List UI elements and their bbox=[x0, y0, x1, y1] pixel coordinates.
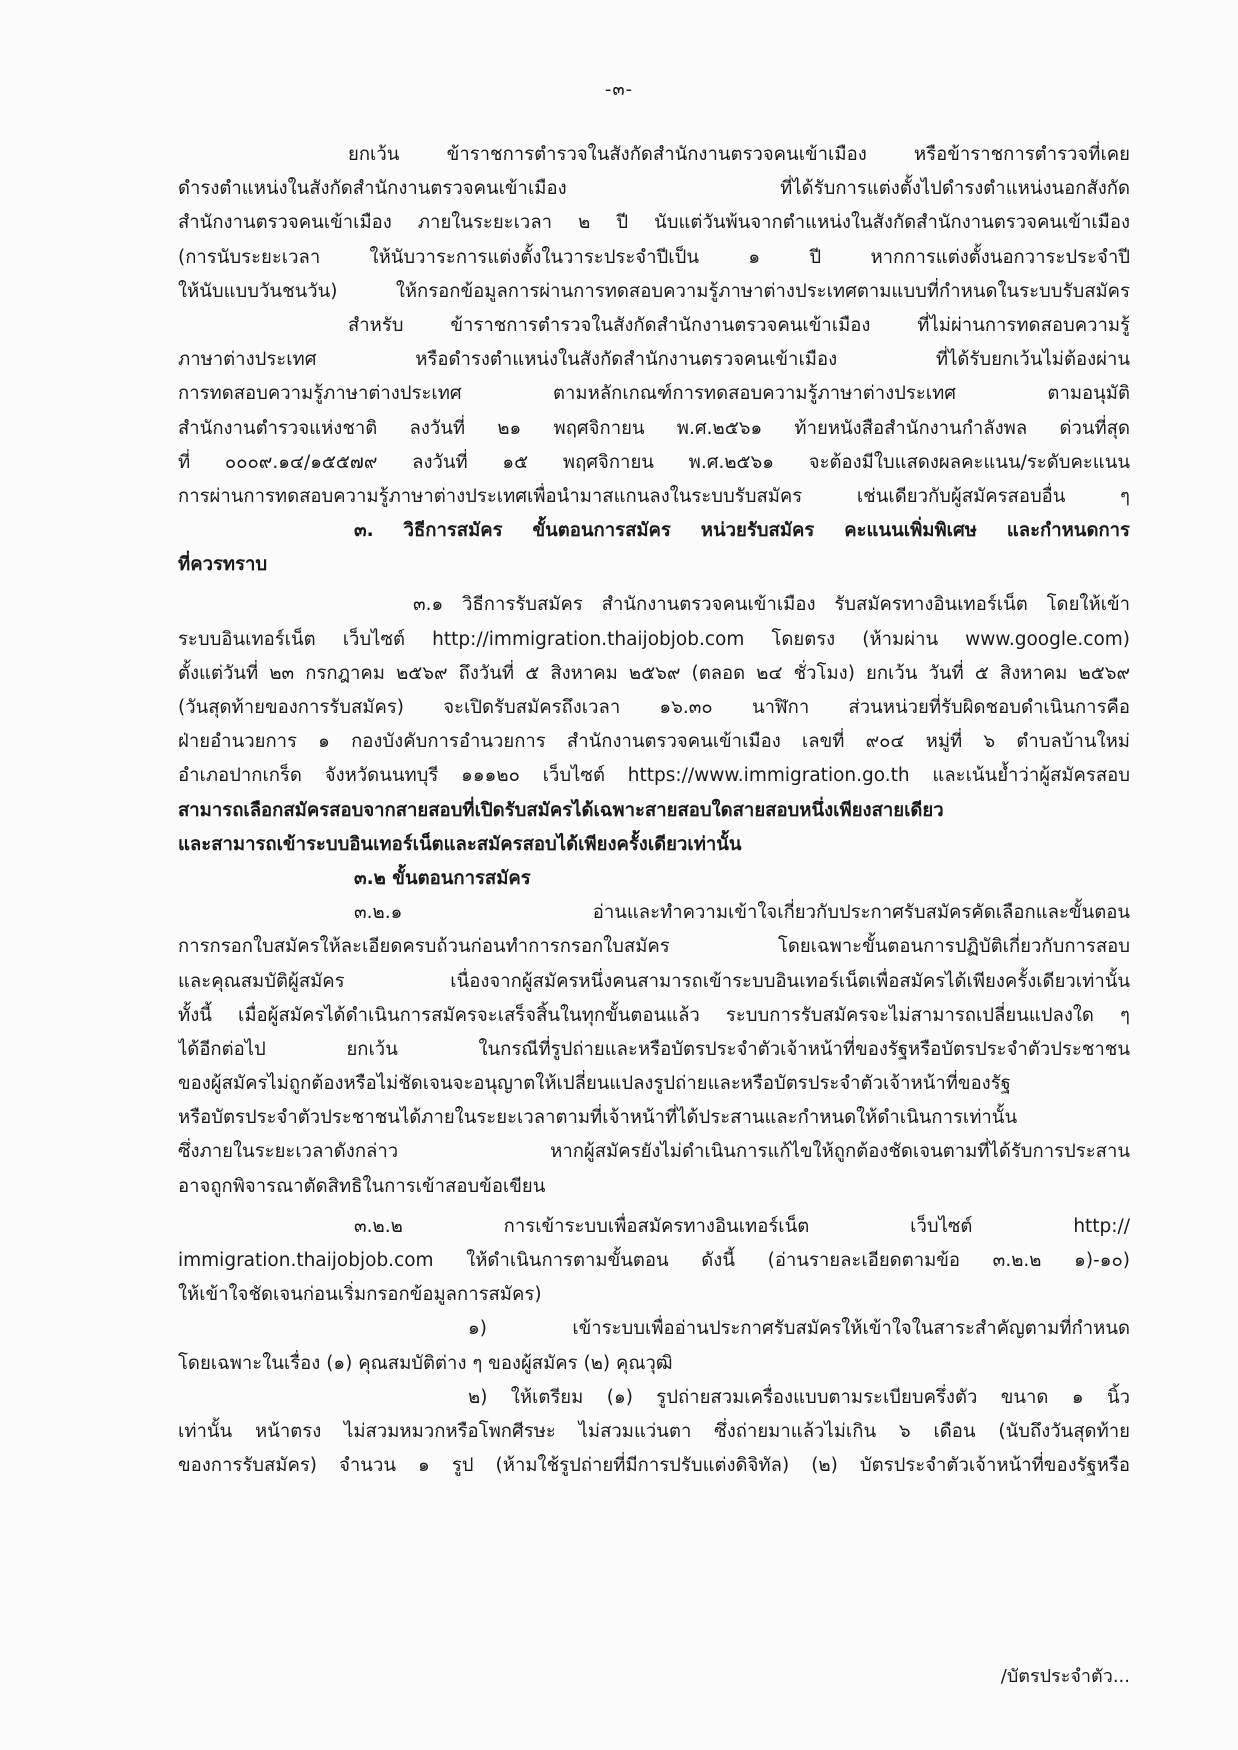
text-line: ๑) เข้าระบบเพื่ออ่านประกาศรับสมัครให้เข้าใจในสาระสำคัญตามที่กำหนด bbox=[468, 1318, 1130, 1340]
text-line: ภาษาต่างประเทศ หรือดำรงตำแหน่งในสังกัดสำนักงานตรวจคนเข้าเมือง ที่ได้รับยกเว้นไม่ต้องผ่าน bbox=[178, 349, 1130, 371]
text-line: ยกเว้น ข้าราชการตำรวจในสังกัดสำนักงานตรวจคนเข้าเมือง หรือข้าราชการตำรวจที่เคย bbox=[348, 144, 1130, 165]
text-line: ของผู้สมัครไม่ถูกต้องหรือไม่ชัดเจนจะอนุญาตให้เปลี่ยนแปลงรูปถ่ายและหรือบัตรประจำตัวเจ้าหน้าที่ของรัฐ bbox=[178, 1073, 1011, 1095]
paragraph-for-officers bbox=[178, 309, 1130, 514]
section-3-2-heading: ๓.๒ ขั้นตอนการสมัคร bbox=[354, 867, 531, 889]
text-line: ๓.๑ วิธีการรับสมัคร สำนักงานตรวจคนเข้าเมือง รับสมัครทางอินเทอร์เน็ต โดยให้เข้า bbox=[413, 594, 1130, 616]
text-line: และคุณสมบัติผู้สมัคร เนื่องจากผู้สมัครหนึ่งคนสามารถเข้าระบบอินเทอร์เน็ตเพื่อสมัครได้เพียงครั้งเดียวเท่านั้น bbox=[178, 970, 1130, 992]
text-line: การผ่านการทดสอบความรู้ภาษาต่างประเทศเพื่อนำมาสแกนลงในระบบรับสมัคร เช่นเดียวกับผู้สมัครสอบอื่น ๆ bbox=[178, 485, 1130, 507]
text-line: ฝ่ายอำนวยการ ๑ กองบังคับการอำนวยการ สำนักงานตรวจคนเข้าเมือง เลขที่ ๙๐๔ หมู่ที่ ๖ ตำบลบ้านใหม่ bbox=[178, 731, 1130, 753]
heading-line: ๓. วิธีการสมัคร ขั้นตอนการสมัคร หน่วยรับสมัคร คะแนนเพิ่มพิเศษ และกำหนดการ bbox=[354, 520, 1130, 542]
text-line: เท่านั้น หน้าตรง ไม่สวมหมวกหรือโพกศีรษะ ไม่สวมแว่นตา ซึ่งถ่ายมาแล้วไม่เกิน ๖ เดือน (นับถึงวันสุดท้าย bbox=[178, 1420, 1130, 1442]
text-line: ให้เข้าใจชัดเจนก่อนเริ่มกรอกข้อมูลการสมัคร) bbox=[178, 1284, 542, 1306]
paragraph-exemption bbox=[178, 138, 1130, 309]
text-line: ซึ่งภายในระยะเวลาดังกล่าว หากผู้สมัครยังไม่ดำเนินการแก้ไขให้ถูกต้องชัดเจนตามที่ได้รับการประสาน bbox=[178, 1141, 1130, 1163]
text-line: โดยเฉพาะในเรื่อง (๑) คุณสมบัติต่าง ๆ ของผู้สมัคร (๒) คุณวุฒิ bbox=[178, 1352, 673, 1374]
document-body bbox=[178, 138, 1130, 1483]
text-line: ให้นับแบบวันชนวัน) ให้กรอกข้อมูลการผ่านการทดสอบความรู้ภาษาต่างประเทศตามแบบที่กำหนดในระบบรับสมัคร bbox=[178, 280, 1130, 302]
heading-line: ที่ควรทราบ bbox=[178, 554, 268, 576]
text-line: อำเภอปากเกร็ด จังหวัดนนทบุรี ๑๑๑๒๐ เว็บไซต์ https://www.immigration.go.th และเน้นย้ำว่าผู้สมัครสอบ bbox=[178, 765, 1130, 787]
text-line: อาจถูกพิจารณาตัดสิทธิในการเข้าสอบข้อเขียน bbox=[178, 1175, 546, 1197]
text-line: และสามารถเข้าระบบอินเทอร์เน็ตและสมัครสอบได้เพียงครั้งเดียวเท่านั้น bbox=[178, 833, 742, 855]
section-3-2-2 bbox=[178, 1210, 1130, 1313]
text-line: ดำรงตำแหน่งในสังกัดสำนักงานตรวจคนเข้าเมือง ที่ได้รับการแต่งตั้งไปดำรงตำแหน่งนอกสังกัด bbox=[178, 178, 1130, 200]
section-3-heading bbox=[178, 514, 1130, 582]
text-line: สำนักงานตำรวจแห่งชาติ ลงวันที่ ๒๑ พฤศจิกายน พ.ศ.๒๕๖๑ ท้ายหนังสือสำนักงานกำลังพล ด่วนที่สุด bbox=[178, 417, 1130, 439]
section-3-2-1 bbox=[178, 896, 1130, 1204]
text-line: การกรอกใบสมัครให้ละเอียดครบถ้วนก่อนทำการกรอกใบสมัคร โดยเฉพาะขั้นตอนการปฏิบัติเกี่ยวกับการสอบ bbox=[178, 936, 1130, 958]
text-line: (การนับระยะเวลา ให้นับวาระการแต่งตั้งในวาระประจำปีเป็น ๑ ปี หากการแต่งตั้งนอกวาระประจำปี bbox=[178, 246, 1130, 268]
text-line: ระบบอินเทอร์เน็ต เว็บไซต์ http://immigration.thaijobjob.com โดยตรง (ห้ามผ่าน www.google.com) bbox=[178, 628, 1130, 650]
text-line: สามารถเลือกสมัครสอบจากสายสอบที่เปิดรับสมัครได้เฉพาะสายสอบใดสายสอบหนึ่งเพียงสายเดียว bbox=[178, 799, 944, 821]
text-line: สำหรับ ข้าราชการตำรวจในสังกัดสำนักงานตรวจคนเข้าเมือง ที่ไม่ผ่านการทดสอบความรู้ bbox=[348, 314, 1130, 336]
text-line: ตั้งแต่วันที่ ๒๓ กรกฎาคม ๒๕๖๙ ถึงวันที่ ๕ สิงหาคม ๒๕๖๙ (ตลอด ๒๔ ชั่วโมง) ยกเว้น วันที่ ๕ สิงหาคม ๒๕๖๙ bbox=[178, 662, 1130, 684]
text-line: ได้อีกต่อไป ยกเว้น ในกรณีที่รูปถ่ายและหรือบัตรประจำตัวเจ้าหน้าที่ของรัฐหรือบัตรประจำตัวประชาชน bbox=[178, 1038, 1130, 1060]
text-line: หรือบัตรประจำตัวประชาชนได้ภายในระยะเวลาตามที่เจ้าหน้าที่ได้ประสานและกำหนดให้ดำเนินการเท่านั้น bbox=[178, 1107, 1018, 1129]
text-line: immigration.thaijobjob.com ให้ดำเนินการตามขั้นตอน ดังนี้ (อ่านรายละเอียดตามข้อ ๓.๒.๒ ๑)-๑๐) bbox=[178, 1250, 1130, 1271]
text-line: ๓.๒.๑ อ่านและทำความเข้าใจเกี่ยวกับประกาศรับสมัครคัดเลือกและขั้นตอน bbox=[354, 902, 1130, 924]
page-number: -๓- bbox=[604, 79, 634, 100]
continuation-footer: /บัตรประจำตัว... bbox=[1000, 1666, 1130, 1687]
text-line: ๓.๒.๒ การเข้าระบบเพื่อสมัครทางอินเทอร์เน็ต เว็บไซต์ http:// bbox=[354, 1215, 1130, 1237]
step-item-2 bbox=[178, 1381, 1130, 1484]
text-line: ของการรับสมัคร) จำนวน ๑ รูป (ห้ามใช้รูปถ่ายที่มีการปรับแต่งดิจิทัล) (๒) บัตรประจำตัวเจ้าหน้าที่ของรัฐหรือ bbox=[178, 1455, 1130, 1477]
text-line: ที่ ๐๐๐๙.๑๔/๑๕๕๗๙ ลงวันที่ ๑๕ พฤศจิกายน พ.ศ.๒๕๖๑ จะต้องมีใบแสดงผลคะแนน/ระดับคะแนน bbox=[178, 451, 1130, 473]
text-line: ทั้งนี้ เมื่อผู้สมัครได้ดำเนินการสมัครจะเสร็จสิ้นในทุกขั้นตอนแล้ว ระบบการรับสมัครจะไม่สามารถเปลี่ยนแปลงใด ๆ bbox=[178, 1004, 1130, 1026]
step-item-1 bbox=[178, 1312, 1130, 1380]
text-line: (วันสุดท้ายของการรับสมัคร) จะเปิดรับสมัครถึงเวลา ๑๖.๓๐ นาฬิกา ส่วนหน่วยที่รับผิดชอบดำเนินการคือ bbox=[178, 697, 1130, 718]
text-line: สำนักงานตรวจคนเข้าเมือง ภายในระยะเวลา ๒ ปี นับแต่วันพ้นจากตำแหน่งในสังกัดสำนักงานตรวจคนเข้าเมือง bbox=[178, 212, 1130, 234]
text-line: ๒) ให้เตรียม (๑) รูปถ่ายสวมเครื่องแบบตามระเบียบครึ่งตัว ขนาด ๑ นิ้ว bbox=[468, 1386, 1130, 1408]
section-3-1 bbox=[178, 588, 1130, 862]
text-line: การทดสอบความรู้ภาษาต่างประเทศ ตามหลักเกณฑ์การทดสอบความรู้ภาษาต่างประเทศ ตามอนุมัติ bbox=[178, 383, 1130, 405]
